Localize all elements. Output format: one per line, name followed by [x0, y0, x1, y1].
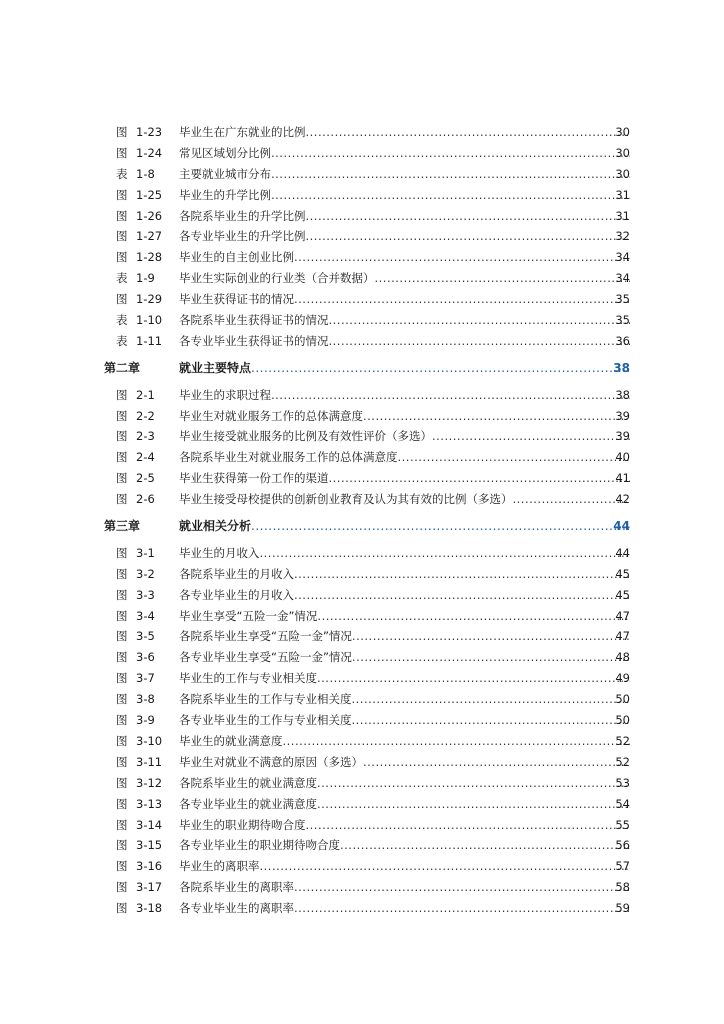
entry-page: 39	[615, 408, 630, 423]
entry-label: 图 3-2	[116, 566, 155, 581]
leader-dots	[271, 143, 630, 164]
entry-title: 各专业毕业生享受“五险一金”情况	[179, 650, 352, 665]
leader-dots	[251, 516, 630, 537]
toc-entry[interactable]	[0, 185, 724, 206]
entry-page: 52	[615, 754, 630, 769]
leader-dots	[317, 773, 630, 794]
leader-dots	[294, 898, 630, 919]
entry-page: 50	[615, 713, 630, 728]
toc-entry[interactable]	[0, 731, 724, 752]
entry-label: 表 1-10	[116, 313, 163, 328]
entry-label: 图 3-8	[116, 692, 155, 707]
entry-title: 各院系毕业生的月收入	[179, 566, 294, 581]
toc-entry[interactable]	[0, 835, 724, 856]
chapter-label: 第二章	[104, 360, 141, 375]
leader-dots	[271, 185, 630, 206]
leader-dots	[306, 226, 631, 247]
entry-label: 表 1-9	[116, 271, 155, 286]
leader-dots	[352, 689, 631, 710]
entry-page: 31	[615, 187, 630, 202]
entry-label: 图 3-12	[116, 775, 163, 790]
leader-dots	[317, 606, 630, 627]
entry-label: 图 3-11	[116, 754, 163, 769]
leader-dots	[375, 268, 631, 289]
entry-page: 36	[615, 333, 630, 348]
toc-entry[interactable]	[0, 247, 724, 268]
entry-title: 各院系毕业生享受“五险一金”情况	[179, 629, 352, 644]
toc-entry[interactable]	[0, 877, 724, 898]
entry-label: 图 3-15	[116, 838, 163, 853]
entry-label: 图 2-1	[116, 387, 155, 402]
leader-dots	[329, 331, 631, 352]
entry-label: 图 2-6	[116, 492, 155, 507]
entry-label: 图 3-1	[116, 545, 155, 560]
entry-page: 50	[615, 692, 630, 707]
entry-title: 毕业生的就业满意度	[179, 733, 283, 748]
toc-entry[interactable]	[0, 815, 724, 836]
leader-dots	[306, 815, 631, 836]
leader-dots	[294, 585, 630, 606]
toc-entry[interactable]	[0, 543, 724, 564]
leader-dots	[329, 310, 631, 331]
entry-page: 58	[615, 880, 630, 895]
entry-page: 35	[615, 313, 630, 328]
entry-label: 表 1-8	[116, 166, 155, 181]
toc-entry[interactable]	[0, 668, 724, 689]
toc-entry[interactable]	[0, 710, 724, 731]
entry-label: 图 3-17	[116, 880, 163, 895]
leader-dots	[363, 752, 630, 773]
entry-label: 图 3-13	[116, 796, 163, 811]
entry-title: 毕业生的月收入	[179, 545, 260, 560]
leader-dots	[363, 406, 630, 427]
leader-dots	[251, 358, 630, 379]
entry-title: 各专业毕业生的升学比例	[179, 229, 306, 244]
toc-entry[interactable]	[0, 752, 724, 773]
leader-dots	[398, 447, 631, 468]
toc-entry[interactable]	[0, 426, 724, 447]
entry-page: 54	[615, 796, 630, 811]
toc-entry[interactable]	[0, 585, 724, 606]
toc-entry[interactable]	[0, 206, 724, 227]
toc-entry[interactable]	[0, 406, 724, 427]
toc-entry[interactable]	[0, 289, 724, 310]
entry-label: 图 1-28	[116, 250, 163, 265]
toc-entry[interactable]	[0, 310, 724, 331]
entry-page: 34	[615, 271, 630, 286]
leader-dots	[294, 877, 630, 898]
entry-label: 图 3-10	[116, 733, 163, 748]
entry-label: 图 1-25	[116, 187, 163, 202]
leader-dots	[271, 164, 630, 185]
entry-title: 毕业生的离职率	[179, 859, 260, 874]
entry-title: 各专业毕业生的月收入	[179, 587, 294, 602]
toc-entry[interactable]	[0, 226, 724, 247]
entry-title: 毕业生享受“五险一金”情况	[179, 608, 318, 623]
entry-page: 45	[615, 566, 630, 581]
entry-page: 44	[615, 545, 630, 560]
entry-label: 图 2-5	[116, 471, 155, 486]
toc-entry[interactable]	[0, 468, 724, 489]
entry-label: 图 3-16	[116, 859, 163, 874]
chapter-label: 第三章	[104, 519, 141, 534]
entry-page: 40	[615, 450, 630, 465]
entry-title: 毕业生对就业服务工作的总体满意度	[179, 408, 363, 423]
entry-title: 毕业生的自主创业比例	[179, 250, 294, 265]
toc-entry[interactable]	[0, 626, 724, 647]
entry-title: 各专业毕业生的工作与专业相关度	[179, 713, 352, 728]
entry-label: 图 3-18	[116, 901, 163, 916]
entry-title: 毕业生接受母校提供的创新创业教育及认为其有效的比例（多选）	[179, 492, 513, 507]
entry-page: 45	[615, 587, 630, 602]
entry-title: 毕业生在广东就业的比例	[179, 125, 306, 139]
chapter-title: 就业主要特点	[179, 360, 252, 375]
toc-entry[interactable]	[0, 268, 724, 289]
chapter-heading[interactable]	[0, 516, 724, 537]
entry-page: 49	[615, 671, 630, 686]
entry-title: 各院系毕业生对就业服务工作的总体满意度	[179, 450, 398, 465]
entry-page: 30	[615, 125, 630, 139]
toc-entry[interactable]	[0, 447, 724, 468]
entry-label: 图 3-3	[116, 587, 155, 602]
entry-page: 56	[615, 838, 630, 853]
entry-label: 图 3-6	[116, 650, 155, 665]
leader-dots	[306, 122, 631, 143]
entry-page: 30	[615, 145, 630, 160]
entry-page: 47	[615, 629, 630, 644]
entry-page: 30	[615, 166, 630, 181]
entry-page: 34	[615, 250, 630, 265]
entry-title: 毕业生的工作与专业相关度	[179, 671, 317, 686]
leader-dots	[271, 385, 630, 406]
entry-label: 图 3-7	[116, 671, 155, 686]
entry-page: 47	[615, 608, 630, 623]
entry-title: 各专业毕业生获得证书的情况	[179, 333, 329, 348]
entry-label: 图 3-14	[116, 817, 163, 832]
leader-dots	[294, 564, 630, 585]
toc-entry[interactable]	[0, 606, 724, 627]
toc-entry[interactable]	[0, 122, 724, 143]
toc-entry[interactable]	[0, 164, 724, 185]
leader-dots	[340, 835, 630, 856]
chapter-title: 就业相关分析	[179, 519, 252, 534]
leader-dots	[294, 289, 630, 310]
leader-dots	[432, 426, 630, 447]
toc-entry[interactable]	[0, 331, 724, 352]
entry-page: 39	[615, 429, 630, 444]
toc-entry[interactable]	[0, 856, 724, 877]
leader-dots	[317, 794, 630, 815]
leader-dots	[283, 731, 631, 752]
entry-title: 毕业生实际创业的行业类（合并数据）	[179, 271, 375, 286]
leader-dots	[317, 668, 630, 689]
toc-entry[interactable]	[0, 647, 724, 668]
entry-label: 图 2-2	[116, 408, 155, 423]
leader-dots	[352, 647, 630, 668]
entry-title: 常见区域划分比例	[179, 145, 271, 160]
toc-entry[interactable]	[0, 489, 724, 510]
toc-entry[interactable]	[0, 794, 724, 815]
entry-label: 图 2-3	[116, 429, 155, 444]
toc-entry[interactable]	[0, 689, 724, 710]
chapter-page: 38	[613, 360, 630, 375]
chapter-page: 44	[613, 519, 630, 534]
entry-label: 图 1-29	[116, 292, 163, 307]
entry-page: 32	[615, 229, 630, 244]
entry-page: 38	[615, 387, 630, 402]
entry-page: 35	[615, 292, 630, 307]
entry-label: 图 1-24	[116, 145, 163, 160]
entry-label: 表 1-11	[116, 333, 163, 348]
entry-page: 31	[615, 208, 630, 223]
entry-page: 55	[615, 817, 630, 832]
entry-title: 毕业生获得证书的情况	[179, 292, 294, 307]
leader-dots	[329, 468, 631, 489]
entry-title: 各院系毕业生获得证书的情况	[179, 313, 329, 328]
entry-page: 52	[615, 733, 630, 748]
entry-title: 毕业生的升学比例	[179, 187, 271, 202]
entry-page: 48	[615, 650, 630, 665]
entry-label: 图 3-5	[116, 629, 155, 644]
entry-title: 毕业生对就业不满意的原因（多选）	[179, 754, 363, 769]
entry-title: 毕业生的求职过程	[179, 387, 271, 402]
entry-page: 42	[615, 492, 630, 507]
entry-label: 图 1-27	[116, 229, 163, 244]
entry-title: 毕业生接受就业服务的比例及有效性评价（多选）	[179, 429, 432, 444]
entry-title: 各院系毕业生的就业满意度	[179, 775, 317, 790]
leader-dots	[260, 543, 631, 564]
entry-label: 图 1-23	[116, 125, 163, 139]
entry-page: 59	[615, 901, 630, 916]
toc-entry[interactable]	[0, 564, 724, 585]
entry-label: 图 3-4	[116, 608, 155, 623]
entry-title: 毕业生的职业期待吻合度	[179, 817, 306, 832]
leader-dots	[260, 856, 631, 877]
entry-title: 各专业毕业生的职业期待吻合度	[179, 838, 340, 853]
leader-dots	[352, 710, 631, 731]
entry-page: 57	[615, 859, 630, 874]
toc-entry[interactable]	[0, 385, 724, 406]
entry-title: 毕业生获得第一份工作的渠道	[179, 471, 329, 486]
entry-title: 各院系毕业生的升学比例	[179, 208, 306, 223]
entry-title: 各专业毕业生的离职率	[179, 901, 294, 916]
entry-page: 53	[615, 775, 630, 790]
toc-entry[interactable]	[0, 773, 724, 794]
entry-page: 41	[615, 471, 630, 486]
entry-title: 主要就业城市分布	[179, 166, 271, 181]
entry-label: 图 1-26	[116, 208, 163, 223]
entry-title: 各院系毕业生的工作与专业相关度	[179, 692, 352, 707]
leader-dots	[306, 206, 631, 227]
entry-label: 图 2-4	[116, 450, 155, 465]
entry-title: 各院系毕业生的离职率	[179, 880, 294, 895]
chapter-heading[interactable]	[0, 358, 724, 379]
leader-dots	[352, 626, 630, 647]
leader-dots	[294, 247, 630, 268]
table-of-contents	[0, 122, 724, 919]
entry-title: 各专业毕业生的就业满意度	[179, 796, 317, 811]
toc-entry[interactable]	[0, 898, 724, 919]
entry-label: 图 3-9	[116, 713, 155, 728]
toc-entry[interactable]	[0, 143, 724, 164]
